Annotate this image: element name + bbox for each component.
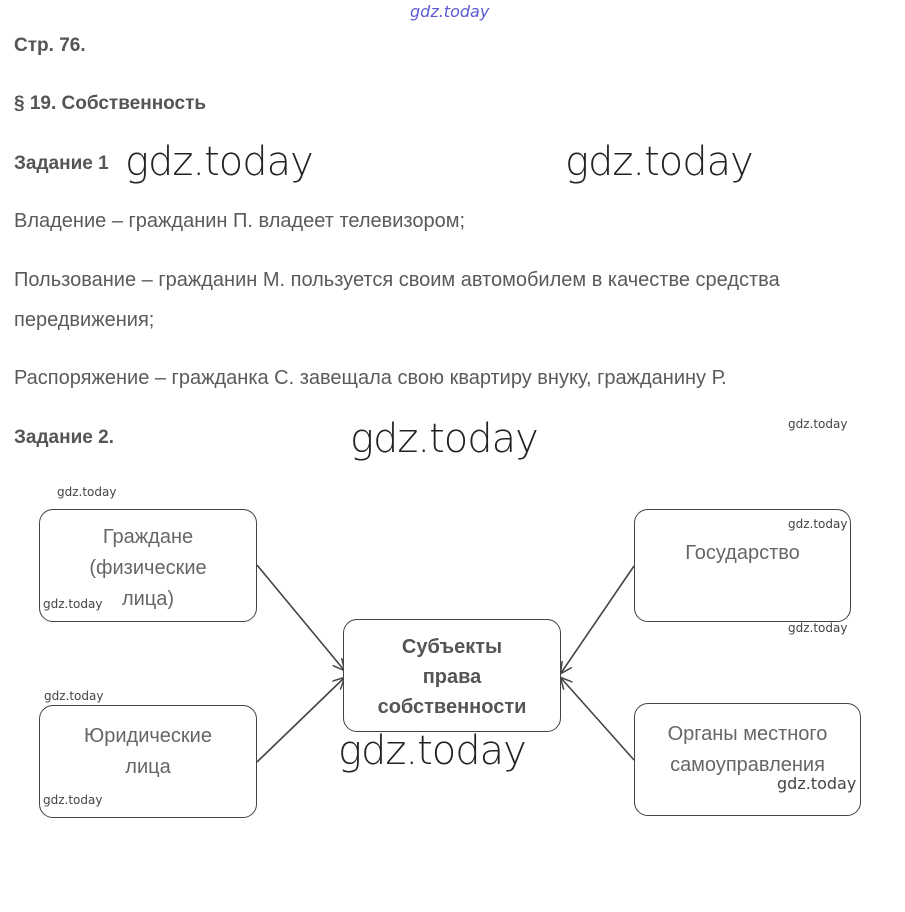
- watermark-large: gdz.today: [125, 139, 313, 185]
- box-subjects-of-property-rights: [343, 619, 561, 732]
- box-local-government-line1: Органы местного: [667, 723, 828, 745]
- box-center-line1: Субъекты: [401, 636, 503, 658]
- task1-line-use-cont: передвижения;: [14, 309, 155, 331]
- box-citizens-line2: (физические: [89, 557, 207, 579]
- task1-line-use: Пользование – гражданин М. пользуется своим автомобилем в качестве средства: [14, 269, 780, 291]
- watermark-large: gdz.today: [565, 139, 753, 185]
- section-title: § 19. Собственность: [14, 93, 207, 114]
- watermark-small: gdz.today: [43, 597, 103, 611]
- watermark-small: gdz.today: [788, 517, 848, 531]
- watermark-small: gdz.today: [57, 485, 117, 499]
- box-legal-entities-line1: Юридические: [84, 725, 212, 747]
- watermark-small: gdz.today: [777, 774, 857, 793]
- box-center-line3: собственности: [377, 696, 527, 718]
- box-state-line1: Государство: [685, 542, 800, 564]
- watermark-small: gdz.today: [44, 689, 104, 703]
- box-citizens-line3: лица): [121, 588, 175, 610]
- watermark-large: gdz.today: [350, 416, 538, 462]
- box-center-line2: права: [422, 666, 482, 688]
- page-reference: Стр. 76.: [14, 35, 86, 56]
- arrow-state: [561, 566, 634, 673]
- task1-line-ownership: Владение – гражданин П. владеет телевизором;: [14, 210, 466, 232]
- arrow-legal-entities: [257, 678, 344, 762]
- watermark-large: gdz.today: [338, 728, 526, 774]
- watermark-small: gdz.today: [788, 417, 848, 431]
- arrow-citizens: [257, 565, 344, 670]
- arrow-local-government: [561, 678, 634, 760]
- watermark-top: gdz.today: [410, 2, 490, 21]
- watermark-small: gdz.today: [788, 621, 848, 635]
- box-local-government: [634, 703, 861, 816]
- box-legal-entities-line2: лица: [125, 756, 171, 778]
- box-local-government-line2: самоуправления: [670, 754, 825, 776]
- task1-line-disposal: Распоряжение – гражданка С. завещала свою квартиру внуку, гражданину Р.: [14, 367, 727, 389]
- watermark-small: gdz.today: [43, 793, 103, 807]
- task2-title: Задание 2.: [14, 427, 114, 448]
- task1-title: Задание 1: [14, 153, 109, 174]
- box-citizens-line1: Граждане: [102, 526, 194, 548]
